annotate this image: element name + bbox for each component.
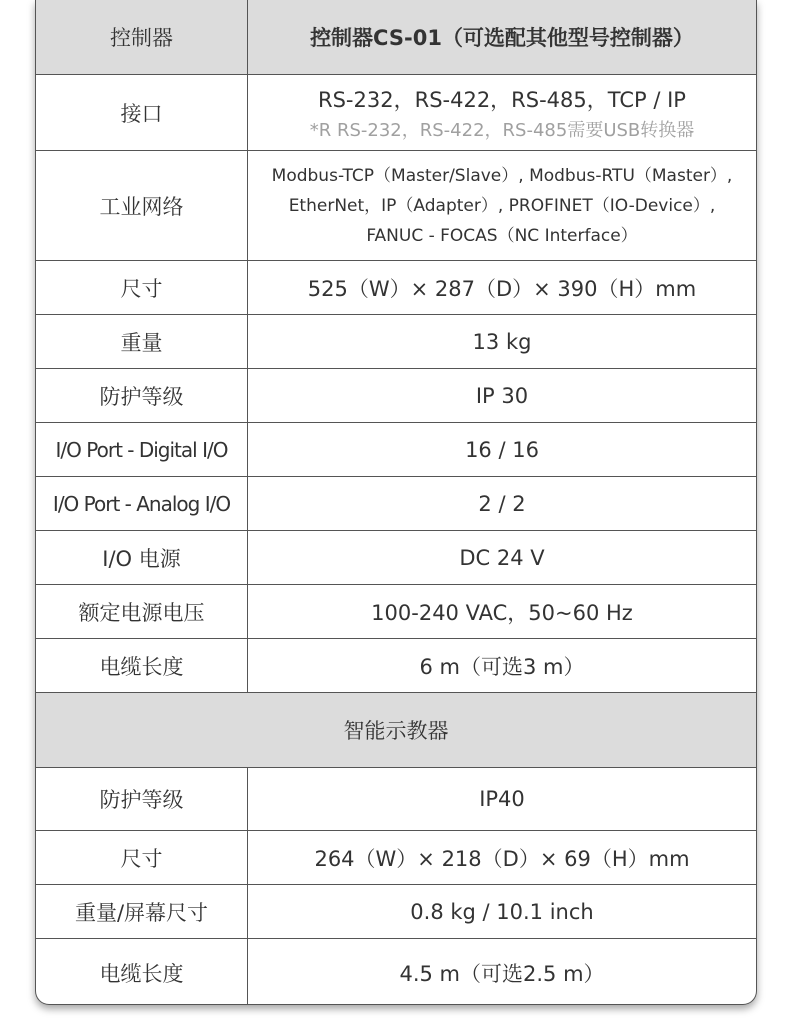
table-row (36, 585, 756, 639)
table-header-row (36, 0, 756, 75)
row-label: 重量 (36, 315, 248, 368)
row-label: 工业网络 (36, 151, 248, 260)
row-value (248, 151, 756, 260)
row-value: IP40 (479, 787, 525, 811)
row-label: 防护等级 (36, 768, 248, 830)
row-value: DC 24 V (459, 545, 545, 570)
row-label: 接口 (36, 75, 248, 150)
row-value: 13 kg (472, 329, 532, 354)
row-value: 4.5 m（可选2.5 m） (399, 961, 605, 986)
table-row (36, 151, 756, 261)
network-line: Modbus-TCP（Master/Slave）, Modbus-RTU（Master）, (271, 165, 733, 186)
table-row (36, 768, 756, 831)
row-value: 100-240 VAC，50~60 Hz (371, 600, 633, 625)
row-label: I/O 电源 (36, 531, 248, 584)
row-label: 尺寸 (36, 831, 248, 884)
interface-note: *R RS-232，RS-422，RS-485需要USB转换器 (309, 119, 695, 141)
network-line: FANUC - FOCAS（NC Interface） (366, 225, 638, 246)
row-label: 电缆长度 (36, 639, 248, 692)
spec-table (35, 0, 757, 1005)
table-row (36, 423, 756, 477)
section-title: 智能示教器 (343, 719, 449, 743)
table-row (36, 639, 756, 693)
table-row (36, 477, 756, 531)
row-value: 2 / 2 (478, 491, 526, 516)
row-label: 防护等级 (36, 369, 248, 422)
table-row (36, 75, 756, 151)
header-label: 控制器 (36, 0, 248, 74)
row-value: IP 30 (475, 383, 529, 408)
table-row (36, 885, 756, 939)
row-value: 264（W）× 218（D）× 69（H）mm (314, 846, 690, 871)
row-value: 0.8 kg / 10.1 inch (410, 899, 594, 924)
row-value: 6 m（可选3 m） (419, 654, 585, 679)
table-row (36, 315, 756, 369)
row-value (248, 75, 756, 150)
section-header-row (36, 693, 756, 768)
row-label: 额定电源电压 (36, 585, 248, 638)
network-line: EtherNet，IP（Adapter）, PROFINET（IO-Device）, (288, 195, 716, 216)
table-row (36, 831, 756, 885)
interface-value: RS-232，RS-422，RS-485，TCP / IP (318, 87, 686, 112)
row-label: I/O Port - Analog I/O (36, 477, 248, 530)
row-value: 525（W）× 287（D）× 390（H）mm (307, 276, 697, 301)
table-row (36, 531, 756, 585)
row-label: 电缆长度 (36, 939, 248, 1005)
row-label: I/O Port - Digital I/O (36, 423, 248, 476)
table-row (36, 261, 756, 315)
table-row (36, 369, 756, 423)
row-label: 重量/屏幕尺寸 (36, 885, 248, 938)
row-value: 16 / 16 (465, 437, 539, 462)
row-label: 尺寸 (36, 261, 248, 314)
header-value: 控制器CS-01（可选配其他型号控制器） (310, 26, 694, 50)
table-row (36, 939, 756, 1005)
